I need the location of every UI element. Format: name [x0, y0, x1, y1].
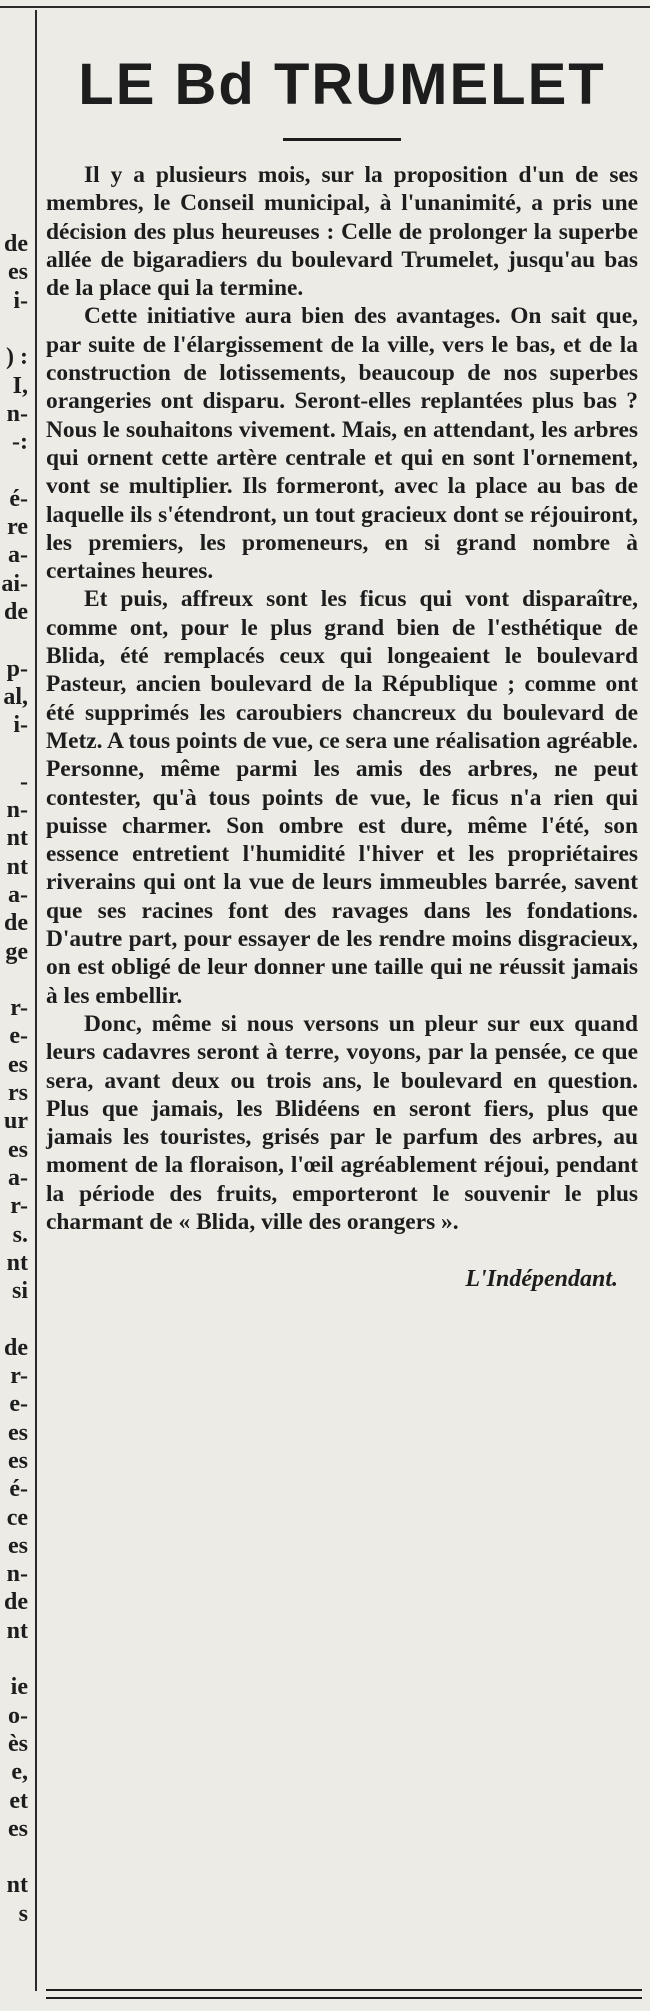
adjacent-column-fragment: es [8, 1532, 28, 1559]
adjacent-column-fragment: -: [12, 429, 28, 456]
adjacent-column-fragment: ge [5, 938, 28, 965]
adjacent-column-fragment: nt [6, 1249, 28, 1276]
adjacent-column-fragment: s. [12, 1221, 28, 1248]
adjacent-column-fragment: - [20, 768, 28, 795]
adjacent-column-fragment: nt [6, 1617, 28, 1644]
adjacent-column-fragment: n- [6, 797, 28, 823]
adjacent-column-fragment: e- [9, 1023, 28, 1050]
adjacent-column-fragment: n- [6, 400, 28, 427]
adjacent-column-fragment: nt [6, 1872, 28, 1899]
adjacent-column-fragment: p- [6, 655, 28, 682]
adjacent-column-fragment: es [8, 1447, 28, 1474]
adjacent-column-fragment: a- [8, 1164, 28, 1191]
adjacent-column-fragment: es [8, 259, 28, 286]
adjacent-column-fragment: e- [9, 1391, 28, 1418]
adjacent-column-fragment: a- [8, 881, 28, 908]
adjacent-column-fragment: re [7, 514, 28, 540]
adjacent-column-fragment: é- [9, 485, 28, 512]
bottom-rule [46, 1989, 642, 1999]
adjacent-column-fragment: es [8, 1815, 28, 1842]
adjacent-column-fragment: n- [6, 1561, 28, 1588]
adjacent-column-fragment: ce [6, 1504, 28, 1531]
signature: L'Indépendant. [465, 1266, 618, 1293]
paragraph-3: Et puis, affreux sont les ficus qui vont disparaître, comme ont, pour le plus grand bien de l'esthétique de Blida, été remplacés ceux qui longeaient le boulevard Pasteur, ancien boulevard de la République ; comme ont été supprimés les caroubiers chancreux du boulevard de Metz. A tous points de vue, ce sera une réalisation agréable. Personne, même parmi les amis des arbres, ne peut contester, qu'à tous points de vue, le ficus n'a rien qui puisse charmer. Son ombre est dure, même l'été, son essence entretient l'humidité l'hiver et les propriétaires riverains qui ont la vue de leurs immeubles barrée, savent que ses racines font des ravages dans les fondations. D'autre part, pour essayer de les rendre moins disgracieux, on est obligé de leur donner une taille qui ne réussit jamais à les embellir. [46, 586, 638, 1009]
adjacent-column-fragment: ) : [6, 344, 28, 371]
adjacent-column-fragments [0, 10, 30, 2011]
adjacent-column-fragment: de [4, 910, 28, 937]
column-divider [35, 10, 37, 1991]
adjacent-column-fragment: s [18, 1900, 28, 1927]
adjacent-column-fragment: nt [6, 853, 28, 880]
adjacent-column-fragment: ur [4, 1108, 28, 1135]
adjacent-column-fragment: si [11, 1278, 28, 1305]
adjacent-column-fragment: o- [8, 1702, 28, 1729]
adjacent-column-fragment: es [8, 1136, 28, 1163]
adjacent-column-fragment: de [4, 231, 28, 257]
adjacent-column-fragment: r- [10, 1193, 28, 1220]
adjacent-column-fragment: es [8, 1051, 28, 1078]
top-rule [0, 0, 650, 8]
adjacent-column-fragment: et [9, 1787, 28, 1814]
adjacent-column-fragment: é- [9, 1476, 28, 1503]
adjacent-column-fragment: es [8, 1419, 28, 1446]
paragraph-1: Il y a plusieurs mois, sur la proposition d'un de ses membres, le Conseil municipal, à l'unanimité, a pris une décision des plus heureuses : Celle de prolonger la superbe allée de bigaradiers du boulevard Trumelet, jusqu'au bas de la place qui la termine. [46, 162, 638, 302]
adjacent-column-fragment: ai- [1, 570, 28, 597]
adjacent-column-fragment: r- [10, 1363, 28, 1389]
adjacent-column-fragment: de [4, 598, 28, 625]
adjacent-column-fragment: de [4, 1589, 28, 1616]
adjacent-column-fragment: ès [8, 1730, 28, 1757]
paragraph-2: Cette initiative aura bien des avantages. On sait que, par suite de l'élargissement de la ville, vers le bas, et de la construction de lotissements, beaucoup de nos superbes orangeries ont disparu. Seront-elles replantées plus bas ? Nous le souhaitons vivement. Mais, en attendant, les arbres qui ornent cette artère centrale et qui en sont l'ornement, vont se multiplier. Ils formeront, avec la place au bas de laquelle ils s'étendront, un tout gracieux dont se réjouiront, les premiers, les promeneurs, en si grand nombre à certaines heures. [46, 303, 638, 585]
adjacent-column-fragment: e, [11, 1759, 28, 1786]
adjacent-column-fragment: a- [8, 542, 28, 569]
adjacent-column-fragment: al, [3, 683, 28, 710]
adjacent-column-fragment: ie [10, 1674, 28, 1701]
adjacent-column-fragment: rs [8, 1080, 28, 1106]
adjacent-column-fragment: de [4, 1334, 28, 1361]
adjacent-column-fragment: I, [12, 372, 28, 399]
article [46, 18, 638, 1293]
headline-rule [283, 138, 401, 141]
adjacent-column-fragment: i- [13, 287, 28, 314]
adjacent-column-fragment: r- [10, 995, 28, 1022]
paragraph-4: Donc, même si nous versons un pleur sur eux quand leurs cadavres seront à terre, voyons, par la pensée, ce que sera, avant deux ou trois ans, le boulevard en question. Plus que jamais, les Blidéens en seront fiers, plus que jamais les touristes, grisés par le parfum des arbres, au moment de la floraison, l'œil agréablement réjoui, pendant la période des fruits, emporteront le souvenir le plus charmant de « Blida, ville des orangers ». [46, 1010, 638, 1235]
adjacent-column-fragment: nt [6, 825, 28, 852]
headline: LE Bd TRUMELET [78, 52, 606, 117]
adjacent-column-fragment: i- [13, 712, 28, 739]
